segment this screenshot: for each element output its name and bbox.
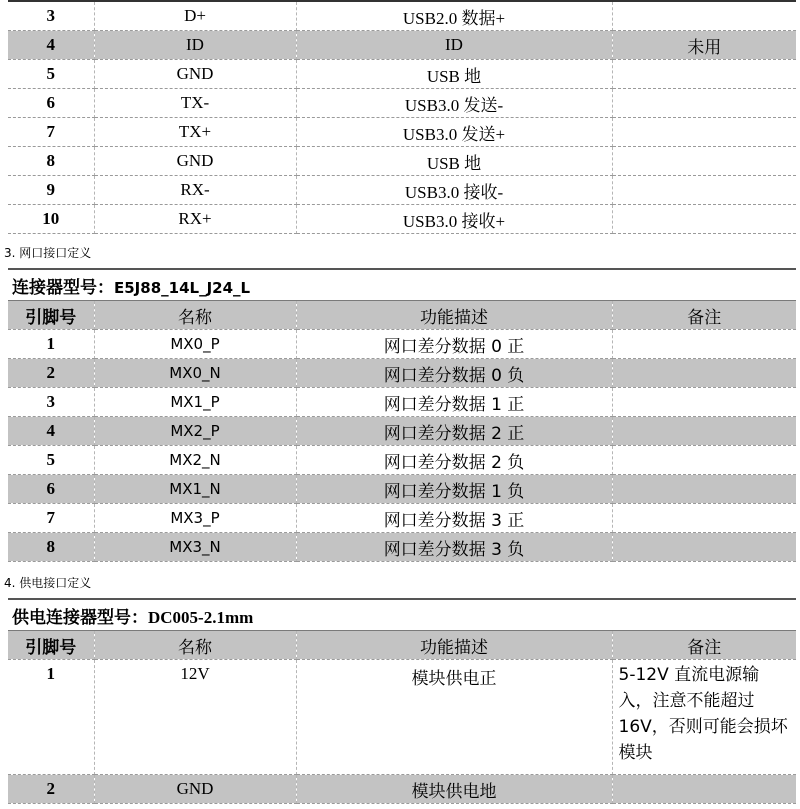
pin-note <box>612 775 796 804</box>
pin-number: 5 <box>8 446 94 475</box>
pin-name: RX+ <box>94 205 296 234</box>
table-row <box>8 475 796 504</box>
header-pin: 引脚号 <box>8 301 94 330</box>
connector-model: DC005-2.1mm <box>148 607 254 627</box>
pin-number: 9 <box>8 176 94 205</box>
pin-note <box>612 417 796 446</box>
pin-note <box>612 60 796 89</box>
pin-note <box>612 176 796 205</box>
pin-function: 模块供电正 <box>296 660 612 775</box>
table-row <box>8 417 796 446</box>
pin-note <box>612 147 796 176</box>
usb-pin-table <box>8 2 796 234</box>
pin-number: 10 <box>8 205 94 234</box>
table-row <box>8 775 796 804</box>
pin-number: 6 <box>8 89 94 118</box>
pin-function: USB2.0 数据+ <box>296 2 612 31</box>
table-row <box>8 388 796 417</box>
pin-function: 网口差分数据 0 负 <box>296 359 612 388</box>
pin-function: 模块供电地 <box>296 775 612 804</box>
pin-note <box>612 533 796 562</box>
pin-name: TX+ <box>94 118 296 147</box>
pin-name: GND <box>94 60 296 89</box>
pin-name: RX- <box>94 176 296 205</box>
pin-note: 5-12V 直流电源输入，注意不能超过 16V，否则可能会损坏模块 <box>612 660 796 775</box>
pin-name: MX1_P <box>94 388 296 417</box>
pin-note <box>612 2 796 31</box>
pin-number: 3 <box>8 2 94 31</box>
pin-name: MX2_N <box>94 446 296 475</box>
pin-name: MX0_N <box>94 359 296 388</box>
pin-name: MX3_P <box>94 504 296 533</box>
table-row <box>8 60 796 89</box>
pin-name: 12V <box>94 660 296 775</box>
pin-number: 1 <box>8 330 94 359</box>
pin-name: D+ <box>94 2 296 31</box>
pin-note <box>612 475 796 504</box>
connector-label: 供电连接器型号： <box>12 607 148 628</box>
pin-note <box>612 205 796 234</box>
pin-function: 网口差分数据 0 正 <box>296 330 612 359</box>
table-row <box>8 31 796 60</box>
pin-number: 8 <box>8 147 94 176</box>
table-row <box>8 660 796 775</box>
pin-number: 5 <box>8 60 94 89</box>
table-row <box>8 89 796 118</box>
pin-note <box>612 118 796 147</box>
table-row <box>8 359 796 388</box>
pin-name: TX- <box>94 89 296 118</box>
pin-name: MX0_P <box>94 330 296 359</box>
power-connector-row <box>8 599 796 631</box>
pin-function: 网口差分数据 2 正 <box>296 417 612 446</box>
pin-note <box>612 89 796 118</box>
pin-note <box>612 388 796 417</box>
pin-name: GND <box>94 775 296 804</box>
table-header-row <box>8 301 796 330</box>
header-note: 备注 <box>612 301 796 330</box>
header-name: 名称 <box>94 631 296 660</box>
pin-note <box>612 359 796 388</box>
power-pin-table <box>8 598 796 804</box>
table-row <box>8 504 796 533</box>
table-row <box>8 330 796 359</box>
header-function: 功能描述 <box>296 301 612 330</box>
pin-function: USB3.0 发送- <box>296 89 612 118</box>
pin-note <box>612 330 796 359</box>
table-row <box>8 118 796 147</box>
pin-function: 网口差分数据 3 正 <box>296 504 612 533</box>
table-row <box>8 147 796 176</box>
table-row <box>8 533 796 562</box>
table-row <box>8 205 796 234</box>
pin-number: 7 <box>8 118 94 147</box>
pin-number: 6 <box>8 475 94 504</box>
pin-number: 7 <box>8 504 94 533</box>
pin-number: 4 <box>8 417 94 446</box>
pin-note <box>612 504 796 533</box>
ethernet-pin-table <box>8 268 796 562</box>
pin-function: USB 地 <box>296 147 612 176</box>
pin-note: 未用 <box>612 31 796 60</box>
pin-number: 3 <box>8 388 94 417</box>
header-note: 备注 <box>612 631 796 660</box>
pin-function: 网口差分数据 2 负 <box>296 446 612 475</box>
pin-function: 网口差分数据 1 正 <box>296 388 612 417</box>
pin-function: USB3.0 发送+ <box>296 118 612 147</box>
header-function: 功能描述 <box>296 631 612 660</box>
section-4-heading: 4. 供电接口定义 <box>4 576 92 590</box>
table-row <box>8 446 796 475</box>
pin-function: ID <box>296 31 612 60</box>
header-pin: 引脚号 <box>8 631 94 660</box>
pin-function: 网口差分数据 3 负 <box>296 533 612 562</box>
ethernet-connector-row <box>8 269 796 301</box>
connector-model: E5J88_14L_J24_L <box>114 278 251 297</box>
table-row <box>8 176 796 205</box>
section-3-heading: 3. 网口接口定义 <box>4 246 92 260</box>
header-name: 名称 <box>94 301 296 330</box>
pin-number: 8 <box>8 533 94 562</box>
pin-number: 2 <box>8 359 94 388</box>
connector-label: 连接器型号： <box>12 277 114 298</box>
pin-function: USB3.0 接收+ <box>296 205 612 234</box>
pin-name: MX1_N <box>94 475 296 504</box>
pin-name: MX3_N <box>94 533 296 562</box>
pin-function: USB 地 <box>296 60 612 89</box>
pin-number: 2 <box>8 775 94 804</box>
pin-number: 1 <box>8 660 94 775</box>
pin-name: GND <box>94 147 296 176</box>
pin-name: MX2_P <box>94 417 296 446</box>
table-header-row <box>8 631 796 660</box>
table-row <box>8 2 796 31</box>
pin-function: 网口差分数据 1 负 <box>296 475 612 504</box>
pin-note <box>612 446 796 475</box>
pin-name: ID <box>94 31 296 60</box>
pin-number: 4 <box>8 31 94 60</box>
pin-function: USB3.0 接收- <box>296 176 612 205</box>
